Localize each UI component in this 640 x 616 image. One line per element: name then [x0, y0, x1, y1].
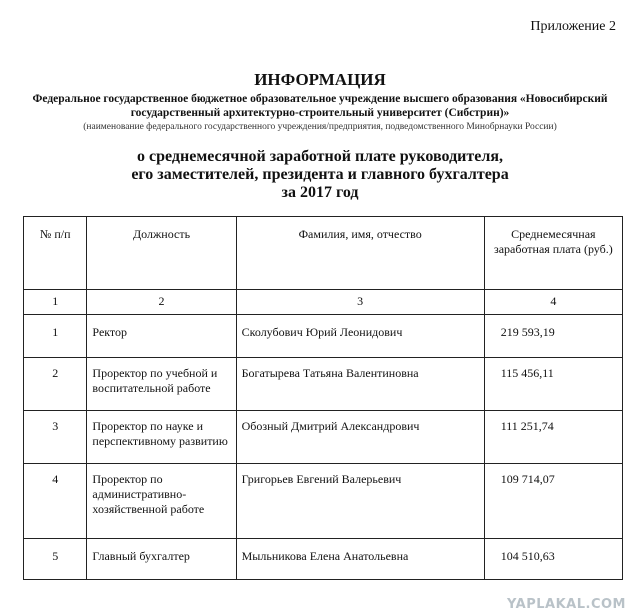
document-subtitle	[0, 148, 640, 202]
column-number-cell: 1	[24, 290, 87, 315]
organization-name: Федеральное государственное бюджетное образовательное учреждение высшего образования «Новосибирский государственный архитектурно-строительный университет (Сибстрин)»	[32, 93, 608, 119]
document-title: ИНФОРМАЦИЯ	[254, 70, 386, 89]
subtitle-line-2: его заместителей, президента и главного бухгалтера	[131, 166, 509, 183]
row-number: 2	[24, 358, 87, 411]
subtitle-line-1: о среднемесячной заработной плате руководителя,	[137, 148, 503, 165]
row-salary: 109 714,07	[484, 464, 622, 539]
row-position: Проректор по учебной и воспитательной работе	[87, 358, 236, 411]
row-salary: 111 251,74	[484, 411, 622, 464]
row-name: Богатырева Татьяна Валентиновна	[236, 358, 484, 411]
row-salary: 104 510,63	[484, 539, 622, 580]
row-position: Главный бухгалтер	[87, 539, 236, 580]
annex-label: Приложение 2	[530, 19, 616, 34]
organization-note: (наименование федерального государственного учреждения/предприятия, подведомственного Минобрнауки России)	[83, 122, 557, 132]
row-name: Григорьев Евгений Валерьевич	[236, 464, 484, 539]
row-position: Проректор по науке и перспективному развитию	[87, 411, 236, 464]
table-header-row	[24, 217, 623, 290]
table-row	[24, 315, 623, 358]
table-row	[24, 539, 623, 580]
table-column-numbers-row	[24, 290, 623, 315]
column-number-cell: 2	[87, 290, 236, 315]
row-number: 5	[24, 539, 87, 580]
header-cell-name: Фамилия, имя, отчество	[236, 217, 484, 290]
table-row	[24, 464, 623, 539]
row-position: Ректор	[87, 315, 236, 358]
site-watermark: YAPLAKAL.COM	[507, 597, 626, 612]
row-position: Проректор по административно-хозяйственной работе	[87, 464, 236, 539]
header-cell-number: № п/п	[24, 217, 87, 290]
row-salary: 219 593,19	[484, 315, 622, 358]
header-cell-position: Должность	[87, 217, 236, 290]
row-salary: 115 456,11	[484, 358, 622, 411]
table-row	[24, 411, 623, 464]
row-number: 3	[24, 411, 87, 464]
row-name: Мыльникова Елена Анатольевна	[236, 539, 484, 580]
row-name: Сколубович Юрий Леонидович	[236, 315, 484, 358]
row-number: 4	[24, 464, 87, 539]
column-number-cell: 3	[236, 290, 484, 315]
salary-table	[23, 216, 623, 580]
header-cell-salary: Среднемесячная заработная плата (руб.)	[484, 217, 622, 290]
column-number-cell: 4	[484, 290, 622, 315]
subtitle-line-3: за 2017 год	[281, 184, 359, 201]
row-number: 1	[24, 315, 87, 358]
row-name: Обозный Дмитрий Александрович	[236, 411, 484, 464]
table-row	[24, 358, 623, 411]
